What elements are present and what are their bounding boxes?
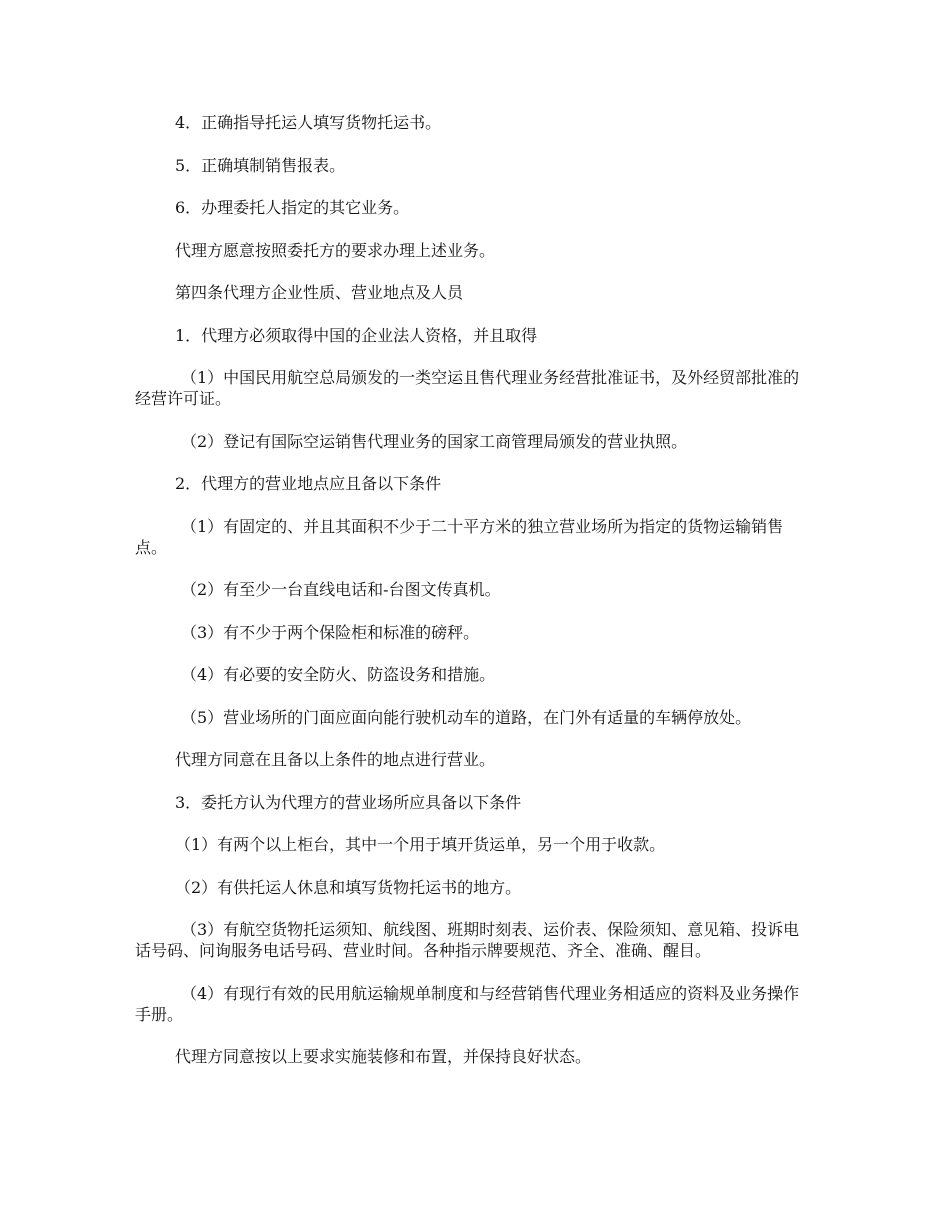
requirement-2-sub-4: （4）有必要的安全防火、防盗设务和措施。 (181, 665, 496, 684)
requirement-1-sub-1: （1）中国民用航空总局颁发的一类空运且售代理业务经营批准证书，及外经贸部批准的经营许可证。 (135, 368, 800, 408)
agreement-statement: 代理方愿意按照委托方的要求办理上述业务。 (175, 240, 496, 260)
requirement-3-sub-3: （3）有航空货物托运须知、航线图、班期时刻表、运价表、保险须知、意见箱、投诉电话号码、问询服务电话号码、营业时间。各种指示牌要规范、齐全、准确、醒目。 (135, 920, 800, 960)
article-heading: 第四条代理方企业性质、营业地点及人员 (175, 283, 464, 302)
requirement-1: 1．代理方必须取得中国的企业法人资格，并且取得 (175, 325, 538, 345)
clause-item-6: 6．办理委托人指定的其它业务。 (175, 198, 410, 217)
requirement-3: 3．委托方认为代理方的营业场所应具备以下条件 (175, 792, 522, 812)
agreement-location: 代理方同意在且备以上条件的地点进行营业。 (175, 750, 496, 769)
clause-item-4: 4．正确指导托运人填写货物托运书。 (175, 113, 442, 132)
requirement-3-sub-4: （4）有现行有效的民用航运输规单制度和与经营销售代理业务相适应的资料及业务操作手册。 (135, 983, 800, 1024)
requirement-3-sub-2: （2）有供托运人休息和填写货物托运书的地方。 (175, 877, 522, 897)
requirement-2-sub-1: （1）有固定的、并且其面积不少于二十平方米的独立营业场所为指定的货物运输销售点。 (135, 516, 784, 557)
requirement-2-sub-5: （5）营业场所的门面应面向能行驶机动车的道路，在门外有适量的车辆停放处。 (181, 707, 752, 727)
document-body (135, 112, 815, 1089)
requirement-1-sub-2: （2）登记有国际空运销售代理业务的国家工商管理局颁发的营业执照。 (181, 431, 688, 451)
requirement-2-sub-2: （2）有至少一台直线电话和-台图文传真机。 (181, 580, 501, 599)
agreement-decoration: 代理方同意按以上要求实施装修和布置，并保持良好状态。 (175, 1047, 592, 1066)
requirement-2: 2．代理方的营业地点应且备以下条件 (175, 474, 442, 493)
requirement-3-sub-1: （1）有两个以上柜台，其中一个用于填开货运单，另一个用于收款。 (175, 835, 666, 854)
clause-item-5: 5．正确填制销售报表。 (175, 155, 346, 175)
requirement-2-sub-3: （3）有不少于两个保险柜和标准的磅秤。 (181, 622, 480, 642)
